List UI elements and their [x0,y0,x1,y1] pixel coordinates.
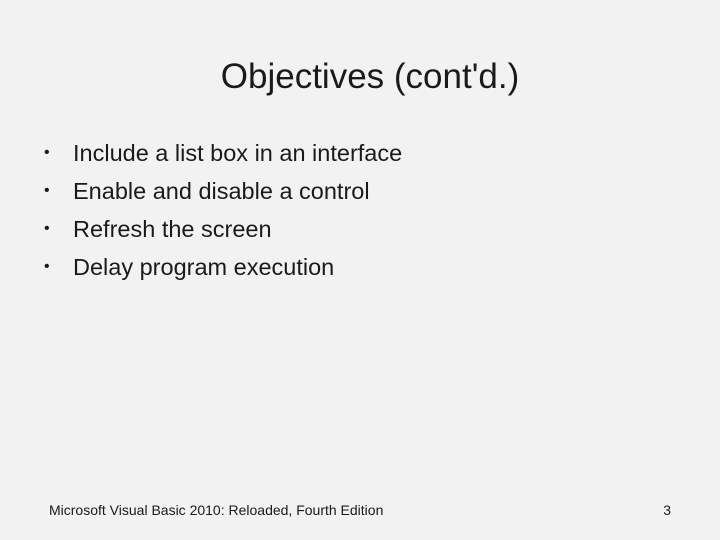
slide-title [0,55,720,99]
bullet-text: Enable and disable a control [73,178,370,204]
footer-source: Microsoft Visual Basic 2010: Reloaded, Fourth Edition [49,502,384,518]
bullet-item [44,248,644,286]
page-number: 3 [663,502,671,518]
bullet-item [44,134,644,172]
bullet-icon: • [44,144,50,161]
bullet-list [44,134,644,286]
slide-title-text: Objectives (cont'd.) [220,57,520,96]
bullet-icon: • [44,258,50,275]
bullet-item [44,172,644,210]
bullet-text: Include a list box in an interface [73,140,403,166]
bullet-icon: • [44,182,50,199]
bullet-text: Delay program execution [73,254,335,280]
bullet-item [44,210,644,248]
bullet-icon: • [44,220,50,237]
bullet-text: Refresh the screen [73,216,272,242]
